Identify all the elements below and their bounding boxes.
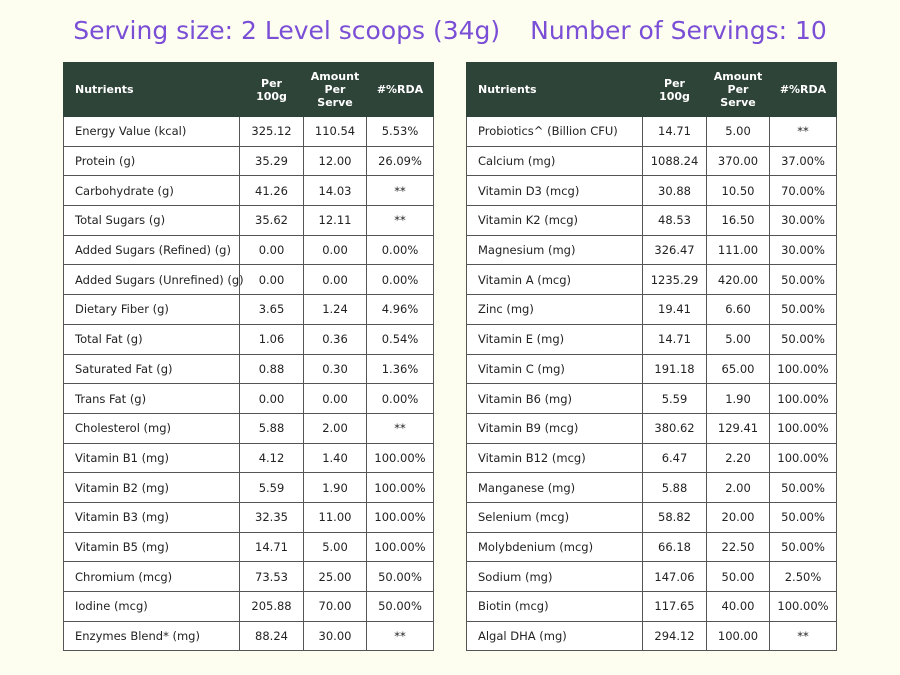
per-100g-cell: 325.12 bbox=[240, 117, 304, 147]
nutrient-name-cell: Vitamin B1 (mg) bbox=[64, 443, 240, 473]
rda-cell: 100.00% bbox=[770, 354, 837, 384]
rda-cell: 50.00% bbox=[770, 324, 837, 354]
rda-cell: 5.53% bbox=[367, 117, 434, 147]
per-100g-cell: 380.62 bbox=[643, 413, 707, 443]
rda-cell: 1.36% bbox=[367, 354, 434, 384]
amount-per-serve-cell: 16.50 bbox=[707, 206, 770, 236]
table-row bbox=[64, 413, 434, 443]
amount-per-serve-cell: 100.00 bbox=[707, 621, 770, 651]
nutrient-name-cell: Vitamin K2 (mcg) bbox=[467, 206, 643, 236]
table-row bbox=[64, 562, 434, 592]
rda-cell: 30.00% bbox=[770, 235, 837, 265]
amount-per-serve-cell: 0.00 bbox=[304, 384, 367, 414]
amount-per-serve-cell: 129.41 bbox=[707, 413, 770, 443]
per-100g-cell: 191.18 bbox=[643, 354, 707, 384]
rda-cell: 0.54% bbox=[367, 324, 434, 354]
rda-cell: ** bbox=[367, 206, 434, 236]
rda-cell: 100.00% bbox=[770, 413, 837, 443]
per-100g-cell: 19.41 bbox=[643, 295, 707, 325]
table-row bbox=[467, 384, 837, 414]
column-header-amount-per-serve: Amount Per Serve bbox=[304, 63, 367, 117]
rda-cell: 37.00% bbox=[770, 146, 837, 176]
table-row bbox=[467, 502, 837, 532]
rda-cell: 100.00% bbox=[770, 443, 837, 473]
amount-per-serve-cell: 10.50 bbox=[707, 176, 770, 206]
rda-cell: 4.96% bbox=[367, 295, 434, 325]
nutrient-name-cell: Carbohydrate (g) bbox=[64, 176, 240, 206]
per-100g-cell: 117.65 bbox=[643, 592, 707, 622]
per-100g-cell: 0.00 bbox=[240, 235, 304, 265]
per-100g-cell: 205.88 bbox=[240, 592, 304, 622]
table-row bbox=[64, 206, 434, 236]
rda-cell: 0.00% bbox=[367, 384, 434, 414]
table-row bbox=[467, 443, 837, 473]
per-100g-cell: 48.53 bbox=[643, 206, 707, 236]
amount-per-serve-cell: 1.90 bbox=[707, 384, 770, 414]
per-100g-cell: 5.59 bbox=[643, 384, 707, 414]
amount-per-serve-cell: 370.00 bbox=[707, 146, 770, 176]
nutrient-name-cell: Vitamin B6 (mg) bbox=[467, 384, 643, 414]
table-row bbox=[64, 176, 434, 206]
amount-per-serve-cell: 50.00 bbox=[707, 562, 770, 592]
table-row bbox=[467, 592, 837, 622]
per-100g-cell: 3.65 bbox=[240, 295, 304, 325]
table-row bbox=[64, 295, 434, 325]
nutrient-name-cell: Added Sugars (Unrefined) (g) bbox=[64, 265, 240, 295]
per-100g-cell: 326.47 bbox=[643, 235, 707, 265]
amount-per-serve-cell: 30.00 bbox=[304, 621, 367, 651]
rda-cell: ** bbox=[367, 621, 434, 651]
table-row bbox=[467, 176, 837, 206]
amount-per-serve-cell: 0.36 bbox=[304, 324, 367, 354]
per-100g-cell: 35.62 bbox=[240, 206, 304, 236]
table-row bbox=[64, 117, 434, 147]
amount-per-serve-cell: 2.20 bbox=[707, 443, 770, 473]
amount-per-serve-cell: 11.00 bbox=[304, 502, 367, 532]
per-100g-cell: 4.12 bbox=[240, 443, 304, 473]
nutrient-name-cell: Vitamin B2 (mg) bbox=[64, 473, 240, 503]
amount-per-serve-cell: 22.50 bbox=[707, 532, 770, 562]
number-of-servings-text: Number of Servings: 10 bbox=[530, 16, 827, 45]
nutrient-name-cell: Saturated Fat (g) bbox=[64, 354, 240, 384]
nutrient-name-cell: Protein (g) bbox=[64, 146, 240, 176]
per-100g-cell: 88.24 bbox=[240, 621, 304, 651]
per-100g-cell: 41.26 bbox=[240, 176, 304, 206]
per-100g-cell: 58.82 bbox=[643, 502, 707, 532]
amount-per-serve-cell: 14.03 bbox=[304, 176, 367, 206]
column-header-amount-per-serve: Amount Per Serve bbox=[707, 63, 770, 117]
amount-per-serve-cell: 20.00 bbox=[707, 502, 770, 532]
rda-cell: 50.00% bbox=[770, 295, 837, 325]
table-row bbox=[467, 324, 837, 354]
nutrient-name-cell: Iodine (mcg) bbox=[64, 592, 240, 622]
table-row bbox=[64, 265, 434, 295]
rda-cell: 100.00% bbox=[367, 443, 434, 473]
column-header-rda: #%RDA bbox=[367, 63, 434, 117]
nutrient-name-cell: Molybdenium (mcg) bbox=[467, 532, 643, 562]
table-row bbox=[64, 235, 434, 265]
column-header-rda: #%RDA bbox=[770, 63, 837, 117]
per-100g-cell: 30.88 bbox=[643, 176, 707, 206]
nutrient-name-cell: Zinc (mg) bbox=[467, 295, 643, 325]
table-row bbox=[64, 354, 434, 384]
amount-per-serve-cell: 40.00 bbox=[707, 592, 770, 622]
nutrient-name-cell: Vitamin B12 (mcg) bbox=[467, 443, 643, 473]
per-100g-cell: 294.12 bbox=[643, 621, 707, 651]
rda-cell: 50.00% bbox=[770, 532, 837, 562]
amount-per-serve-cell: 111.00 bbox=[707, 235, 770, 265]
table-row bbox=[467, 295, 837, 325]
amount-per-serve-cell: 0.30 bbox=[304, 354, 367, 384]
nutrient-name-cell: Added Sugars (Refined) (g) bbox=[64, 235, 240, 265]
nutrient-name-cell: Vitamin C (mg) bbox=[467, 354, 643, 384]
table-row bbox=[467, 235, 837, 265]
table-row bbox=[467, 146, 837, 176]
per-100g-cell: 0.00 bbox=[240, 384, 304, 414]
amount-per-serve-cell: 2.00 bbox=[707, 473, 770, 503]
per-100g-cell: 0.88 bbox=[240, 354, 304, 384]
amount-per-serve-cell: 65.00 bbox=[707, 354, 770, 384]
nutrient-name-cell: Vitamin A (mcg) bbox=[467, 265, 643, 295]
nutrient-name-cell: Probiotics^ (Billion CFU) bbox=[467, 117, 643, 147]
rda-cell: ** bbox=[770, 621, 837, 651]
table-row bbox=[467, 621, 837, 651]
nutrient-name-cell: Vitamin B9 (mcg) bbox=[467, 413, 643, 443]
column-header-per-100g: Per 100g bbox=[240, 63, 304, 117]
nutrient-name-cell: Vitamin B5 (mg) bbox=[64, 532, 240, 562]
rda-cell: ** bbox=[367, 176, 434, 206]
table-row bbox=[64, 621, 434, 651]
per-100g-cell: 35.29 bbox=[240, 146, 304, 176]
per-100g-cell: 14.71 bbox=[643, 117, 707, 147]
amount-per-serve-cell: 5.00 bbox=[707, 324, 770, 354]
table-row bbox=[64, 473, 434, 503]
per-100g-cell: 14.71 bbox=[240, 532, 304, 562]
serving-size-text: Serving size: 2 Level scoops (34g) bbox=[73, 16, 501, 45]
nutrient-name-cell: Vitamin D3 (mcg) bbox=[467, 176, 643, 206]
nutrient-name-cell: Sodium (mg) bbox=[467, 562, 643, 592]
amount-per-serve-cell: 25.00 bbox=[304, 562, 367, 592]
nutrient-name-cell: Biotin (mcg) bbox=[467, 592, 643, 622]
nutrient-name-cell: Magnesium (mg) bbox=[467, 235, 643, 265]
nutrient-name-cell: Selenium (mcg) bbox=[467, 502, 643, 532]
nutrient-name-cell: Manganese (mg) bbox=[467, 473, 643, 503]
rda-cell: 100.00% bbox=[367, 473, 434, 503]
per-100g-cell: 6.47 bbox=[643, 443, 707, 473]
amount-per-serve-cell: 1.40 bbox=[304, 443, 367, 473]
table-row bbox=[467, 265, 837, 295]
per-100g-cell: 73.53 bbox=[240, 562, 304, 592]
per-100g-cell: 5.88 bbox=[643, 473, 707, 503]
table-row bbox=[64, 146, 434, 176]
table-row bbox=[467, 117, 837, 147]
amount-per-serve-cell: 12.00 bbox=[304, 146, 367, 176]
table-row bbox=[467, 473, 837, 503]
table-row bbox=[64, 384, 434, 414]
nutrient-name-cell: Chromium (mcg) bbox=[64, 562, 240, 592]
nutrient-name-cell: Calcium (mg) bbox=[467, 146, 643, 176]
rda-cell: 26.09% bbox=[367, 146, 434, 176]
column-header-nutrients: Nutrients bbox=[64, 63, 240, 117]
rda-cell: ** bbox=[367, 413, 434, 443]
column-header-nutrients: Nutrients bbox=[467, 63, 643, 117]
table-row bbox=[467, 562, 837, 592]
rda-cell: 100.00% bbox=[770, 592, 837, 622]
rda-cell: 50.00% bbox=[367, 592, 434, 622]
table-row bbox=[467, 206, 837, 236]
amount-per-serve-cell: 2.00 bbox=[304, 413, 367, 443]
nutrient-name-cell: Total Fat (g) bbox=[64, 324, 240, 354]
serving-header bbox=[0, 16, 900, 45]
amount-per-serve-cell: 5.00 bbox=[707, 117, 770, 147]
table-row bbox=[64, 324, 434, 354]
per-100g-cell: 0.00 bbox=[240, 265, 304, 295]
table-header-row bbox=[64, 63, 434, 117]
per-100g-cell: 5.59 bbox=[240, 473, 304, 503]
rda-cell: 50.00% bbox=[770, 473, 837, 503]
rda-cell: 70.00% bbox=[770, 176, 837, 206]
amount-per-serve-cell: 110.54 bbox=[304, 117, 367, 147]
amount-per-serve-cell: 12.11 bbox=[304, 206, 367, 236]
rda-cell: 100.00% bbox=[770, 384, 837, 414]
rda-cell: 0.00% bbox=[367, 265, 434, 295]
table-row bbox=[467, 413, 837, 443]
table-row bbox=[64, 592, 434, 622]
nutrient-name-cell: Dietary Fiber (g) bbox=[64, 295, 240, 325]
nutrition-table-left bbox=[63, 62, 434, 651]
per-100g-cell: 5.88 bbox=[240, 413, 304, 443]
nutrient-name-cell: Algal DHA (mg) bbox=[467, 621, 643, 651]
rda-cell: 2.50% bbox=[770, 562, 837, 592]
per-100g-cell: 1235.29 bbox=[643, 265, 707, 295]
nutrient-name-cell: Vitamin B3 (mg) bbox=[64, 502, 240, 532]
table-row bbox=[64, 532, 434, 562]
nutrient-name-cell: Cholesterol (mg) bbox=[64, 413, 240, 443]
amount-per-serve-cell: 1.24 bbox=[304, 295, 367, 325]
column-header-per-100g: Per 100g bbox=[643, 63, 707, 117]
table-row bbox=[467, 354, 837, 384]
rda-cell: 0.00% bbox=[367, 235, 434, 265]
amount-per-serve-cell: 0.00 bbox=[304, 235, 367, 265]
rda-cell: 30.00% bbox=[770, 206, 837, 236]
nutrient-name-cell: Vitamin E (mg) bbox=[467, 324, 643, 354]
table-row bbox=[64, 443, 434, 473]
amount-per-serve-cell: 1.90 bbox=[304, 473, 367, 503]
per-100g-cell: 1.06 bbox=[240, 324, 304, 354]
table-row bbox=[467, 532, 837, 562]
table-header-row bbox=[467, 63, 837, 117]
amount-per-serve-cell: 0.00 bbox=[304, 265, 367, 295]
amount-per-serve-cell: 420.00 bbox=[707, 265, 770, 295]
per-100g-cell: 32.35 bbox=[240, 502, 304, 532]
amount-per-serve-cell: 5.00 bbox=[304, 532, 367, 562]
rda-cell: ** bbox=[770, 117, 837, 147]
rda-cell: 100.00% bbox=[367, 502, 434, 532]
nutrient-name-cell: Energy Value (kcal) bbox=[64, 117, 240, 147]
per-100g-cell: 66.18 bbox=[643, 532, 707, 562]
rda-cell: 50.00% bbox=[367, 562, 434, 592]
per-100g-cell: 14.71 bbox=[643, 324, 707, 354]
nutrition-table-right bbox=[466, 62, 837, 651]
rda-cell: 50.00% bbox=[770, 502, 837, 532]
nutrient-name-cell: Enzymes Blend* (mg) bbox=[64, 621, 240, 651]
nutrient-name-cell: Total Sugars (g) bbox=[64, 206, 240, 236]
table-row bbox=[64, 502, 434, 532]
per-100g-cell: 147.06 bbox=[643, 562, 707, 592]
amount-per-serve-cell: 6.60 bbox=[707, 295, 770, 325]
rda-cell: 50.00% bbox=[770, 265, 837, 295]
amount-per-serve-cell: 70.00 bbox=[304, 592, 367, 622]
per-100g-cell: 1088.24 bbox=[643, 146, 707, 176]
rda-cell: 100.00% bbox=[367, 532, 434, 562]
nutrient-name-cell: Trans Fat (g) bbox=[64, 384, 240, 414]
